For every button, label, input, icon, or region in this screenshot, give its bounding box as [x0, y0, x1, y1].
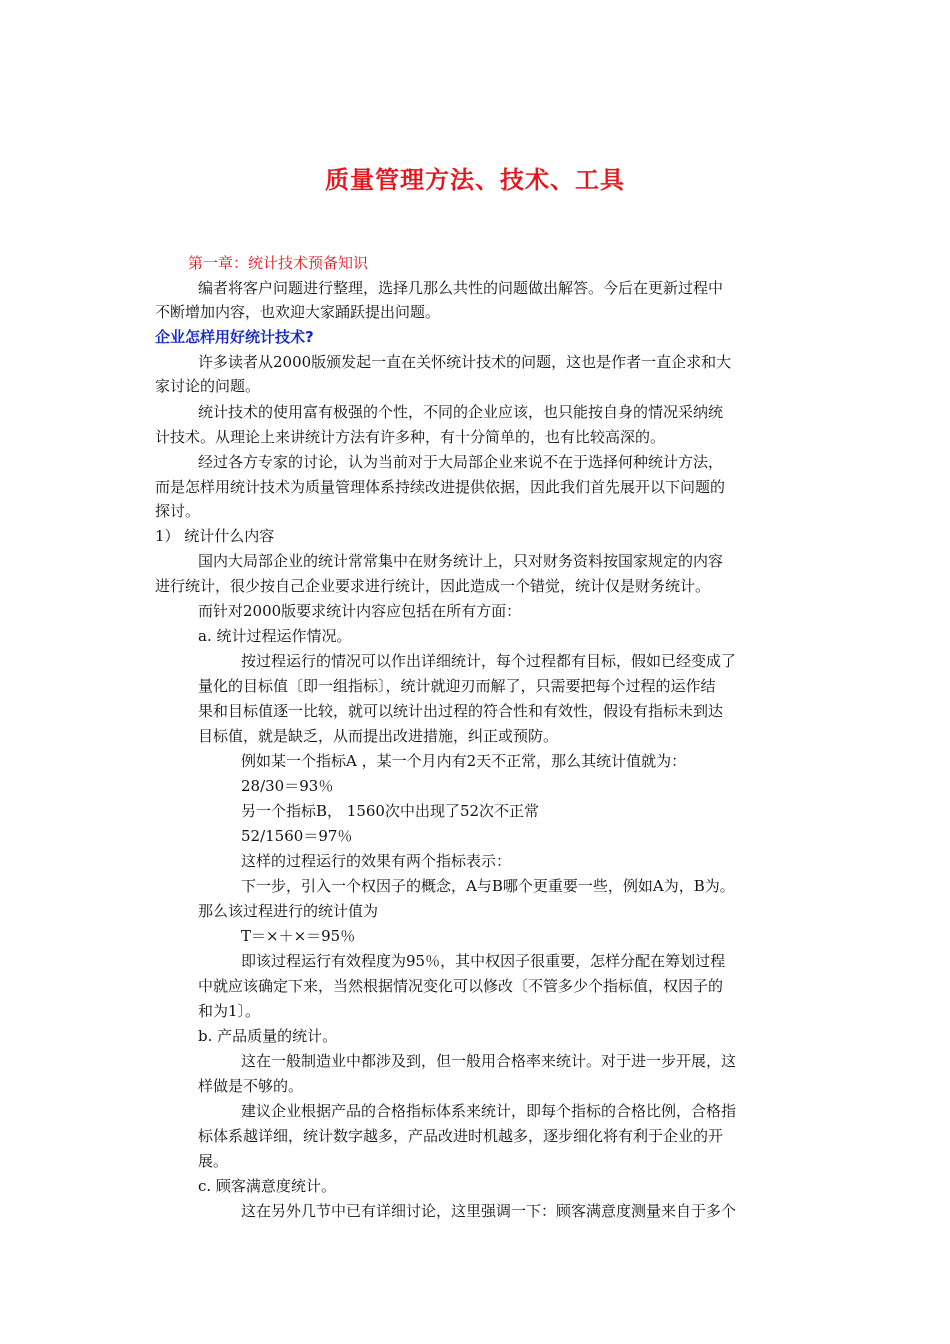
paragraph-line: 这在一般制造业中都涉及到，但一般用合格率来统计。对于进一步开展，这 — [241, 1052, 737, 1070]
paragraph-line: 展。 — [198, 1152, 229, 1170]
formula-line: 52/1560＝97％ — [241, 827, 353, 845]
formula-line: 28/30＝93％ — [241, 777, 334, 795]
paragraph-line: 计技术。从理论上来讲统计方法有许多种，有十分简单的，也有比较高深的。 — [155, 428, 666, 446]
list-item-heading: b. 产品质量的统计。 — [198, 1027, 338, 1045]
document-title: 质量管理方法、技术、工具 — [325, 165, 625, 194]
paragraph-line: 例如某一个指标A ，某一个月内有2天不正常，那么其统计值就为： — [241, 752, 687, 770]
list-item-heading: c. 顾客满意度统计。 — [198, 1177, 336, 1195]
paragraph-line: 按过程运行的情况可以作出详细统计，每个过程都有目标，假如已经变成了 — [241, 652, 737, 670]
paragraph-line: 许多读者从2000版颁发起一直在关怀统计技术的问题，这也是作者一直企求和大 — [198, 353, 732, 371]
paragraph-line: 量化的目标值〔即一组指标〕，统计就迎刃而解了，只需要把每个过程的运作结 — [198, 677, 716, 695]
paragraph-line: 经过各方专家的讨论，认为当前对于大局部企业来说不在于选择何种统计方法， — [198, 453, 724, 471]
paragraph-line: 探讨。 — [155, 502, 201, 520]
paragraph-line: 标体系越详细，统计数字越多，产品改进时机越多，逐步细化将有利于企业的开 — [198, 1127, 724, 1145]
paragraph-line: 建议企业根据产品的合格指标体系来统计，即每个指标的合格比例，合格指 — [241, 1102, 737, 1120]
paragraph-line: 进行统计，很少按自己企业要求进行统计，因此造成一个错觉，统计仅是财务统计。 — [155, 577, 711, 595]
formula-line: T＝×＋×＝95％ — [241, 927, 356, 945]
paragraph-line: 而针对2000版要求统计内容应包括在所有方面： — [198, 602, 522, 620]
paragraph-line: 那么该过程进行的统计值为 — [198, 902, 379, 920]
paragraph-line: 这在另外几节中已有详细讨论，这里强调一下：顾客满意度测量来自于多个 — [241, 1202, 737, 1220]
paragraph-line: 这样的过程运行的效果有两个指标表示： — [241, 852, 512, 870]
paragraph-line: 不断增加内容，也欢迎大家踊跃提出问题。 — [155, 303, 441, 321]
paragraph-line: 家讨论的问题。 — [155, 377, 261, 395]
list-item-heading: a. 统计过程运作情况。 — [198, 627, 352, 645]
paragraph-line: 目标值，就是缺乏，从而提出改进措施，纠正或预防。 — [198, 727, 559, 745]
paragraph-line: 统计技术的使用富有极强的个性，不同的企业应该，也只能按自身的情况采纳统 — [198, 403, 724, 421]
paragraph-line: 国内大局部企业的统计常常集中在财务统计上，只对财务资料按国家规定的内容 — [198, 552, 724, 570]
paragraph-line: 中就应该确定下来，当然根据情况变化可以修改〔不管多少个指标值，权因子的 — [198, 977, 724, 995]
section-heading: 企业怎样用好统计技术? — [155, 328, 314, 346]
paragraph-line: 另一个指标B， 1560次中出现了52次不正常 — [241, 802, 540, 820]
chapter-title: 第一章：统计技术预备知识 — [188, 254, 369, 272]
list-item-heading: 1） 统计什么内容 — [155, 527, 275, 545]
paragraph-line: 和为1〕。 — [198, 1002, 261, 1020]
paragraph-line: 下一步，引入一个权因子的概念，A与B哪个更重要一些，例如A为，B为。 — [241, 877, 735, 895]
paragraph-line: 编者将客户问题进行整理，选择几那么共性的问题做出解答。今后在更新过程中 — [198, 279, 724, 297]
paragraph-line: 即该过程运行有效程度为95％，其中权因子很重要，怎样分配在筹划过程 — [241, 952, 726, 970]
paragraph-line: 果和目标值逐一比较，就可以统计出过程的符合性和有效性，假设有指标未到达 — [198, 702, 724, 720]
paragraph-line: 样做是不够的。 — [198, 1077, 304, 1095]
paragraph-line: 而是怎样用统计技术为质量管理体系持续改进提供依据，因此我们首先展开以下问题的 — [155, 478, 726, 496]
